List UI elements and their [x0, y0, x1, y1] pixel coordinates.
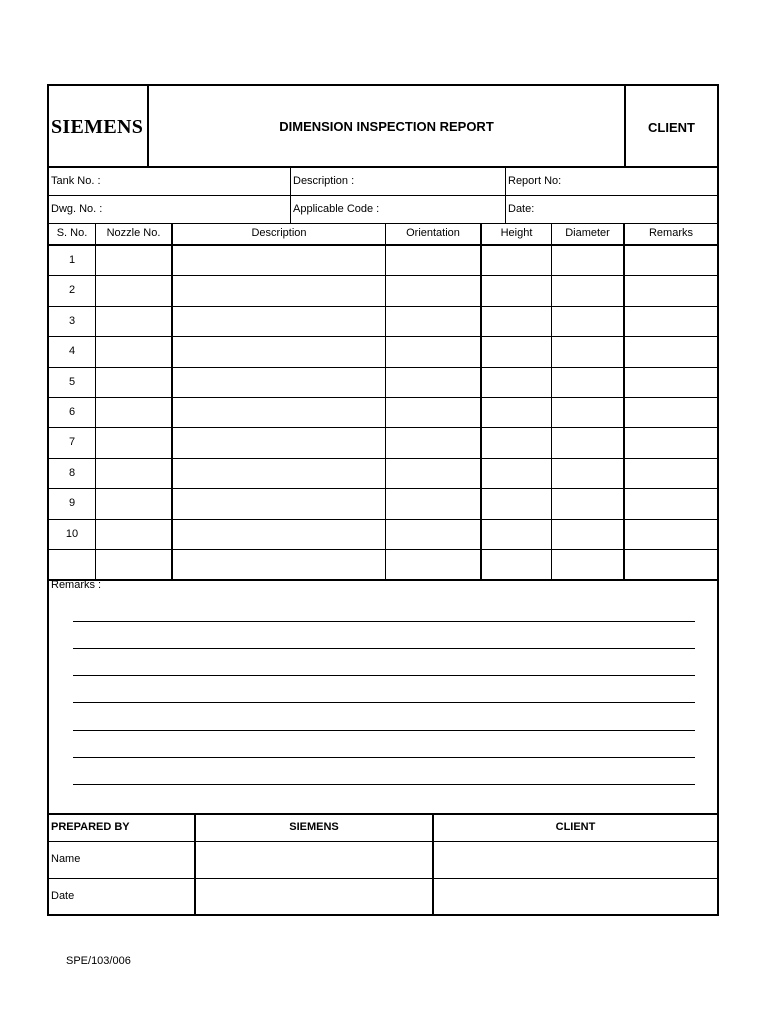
col-header-remarks: Remarks — [648, 227, 693, 239]
col-header-sno: S. No. — [56, 227, 88, 239]
prepared-by-label: PREPARED BY — [51, 821, 130, 833]
signoff-top-border — [49, 813, 717, 815]
signoff-siemens-label: SIEMENS — [289, 821, 339, 833]
table-row-number: 10 — [65, 528, 79, 540]
remarks-line — [73, 675, 695, 676]
remarks-line — [73, 702, 695, 703]
signoff-row-divider — [49, 878, 717, 879]
table-row-number: 2 — [68, 284, 76, 296]
table-row-divider — [49, 367, 717, 368]
inspection-form — [47, 84, 719, 916]
table-row-number: 6 — [68, 406, 76, 418]
col-header-height: Height — [500, 227, 533, 239]
signoff-name-label: Name — [51, 853, 81, 865]
signoff-client-label: CLIENT — [555, 821, 596, 833]
column-divider — [385, 223, 386, 579]
table-row-divider — [49, 549, 717, 550]
column-divider — [623, 223, 625, 579]
table-row-number: 3 — [68, 315, 76, 327]
table-row-divider — [49, 427, 717, 428]
column-divider — [551, 223, 552, 579]
table-row-number: 5 — [68, 376, 76, 388]
col-header-nozzle: Nozzle No. — [106, 227, 161, 239]
col-header-orientation: Orientation — [406, 227, 460, 239]
column-divider — [95, 223, 96, 579]
table-header-border — [49, 244, 717, 246]
report-no-label: Report No: — [508, 175, 562, 187]
form-code: SPE/103/006 — [66, 955, 131, 967]
remarks-line — [73, 648, 695, 649]
signoff-row-divider — [49, 841, 717, 842]
remarks-line — [73, 730, 695, 731]
remarks-label: Remarks : — [51, 579, 102, 591]
remarks-line — [73, 784, 695, 785]
table-row-number: 7 — [68, 436, 76, 448]
table-row-number: 8 — [68, 467, 76, 479]
table-row-number: 9 — [68, 497, 76, 509]
table-row-divider — [49, 336, 717, 337]
table-row-divider — [49, 519, 717, 520]
table-bottom-border — [49, 579, 717, 581]
table-row-divider — [49, 488, 717, 489]
tank-no-label: Tank No. : — [51, 175, 101, 187]
remarks-line — [73, 757, 695, 758]
header-bottom-border — [49, 166, 717, 168]
col-header-diameter: Diameter — [565, 227, 610, 239]
column-divider — [480, 223, 482, 579]
column-divider — [171, 223, 173, 579]
header-client-label: CLIENT — [648, 120, 695, 135]
table-row-number: 1 — [68, 254, 76, 266]
table-row-divider — [49, 458, 717, 459]
info-row-divider — [49, 195, 717, 196]
remarks-line — [73, 621, 695, 622]
signoff-date-label: Date — [51, 890, 75, 902]
date-label: Date: — [508, 203, 535, 215]
col-header-description: Description — [251, 227, 307, 239]
table-row-divider — [49, 397, 717, 398]
nozzle-table — [49, 223, 717, 579]
table-row-number: 4 — [68, 345, 76, 357]
description-label: Description : — [293, 175, 355, 187]
applicable-code-label: Applicable Code : — [293, 203, 380, 215]
table-row-divider — [49, 275, 717, 276]
report-title: DIMENSION INSPECTION REPORT — [279, 119, 494, 134]
dwg-no-label: Dwg. No. : — [51, 203, 103, 215]
table-row-divider — [49, 306, 717, 307]
siemens-logo: SIEMENS — [51, 116, 144, 138]
